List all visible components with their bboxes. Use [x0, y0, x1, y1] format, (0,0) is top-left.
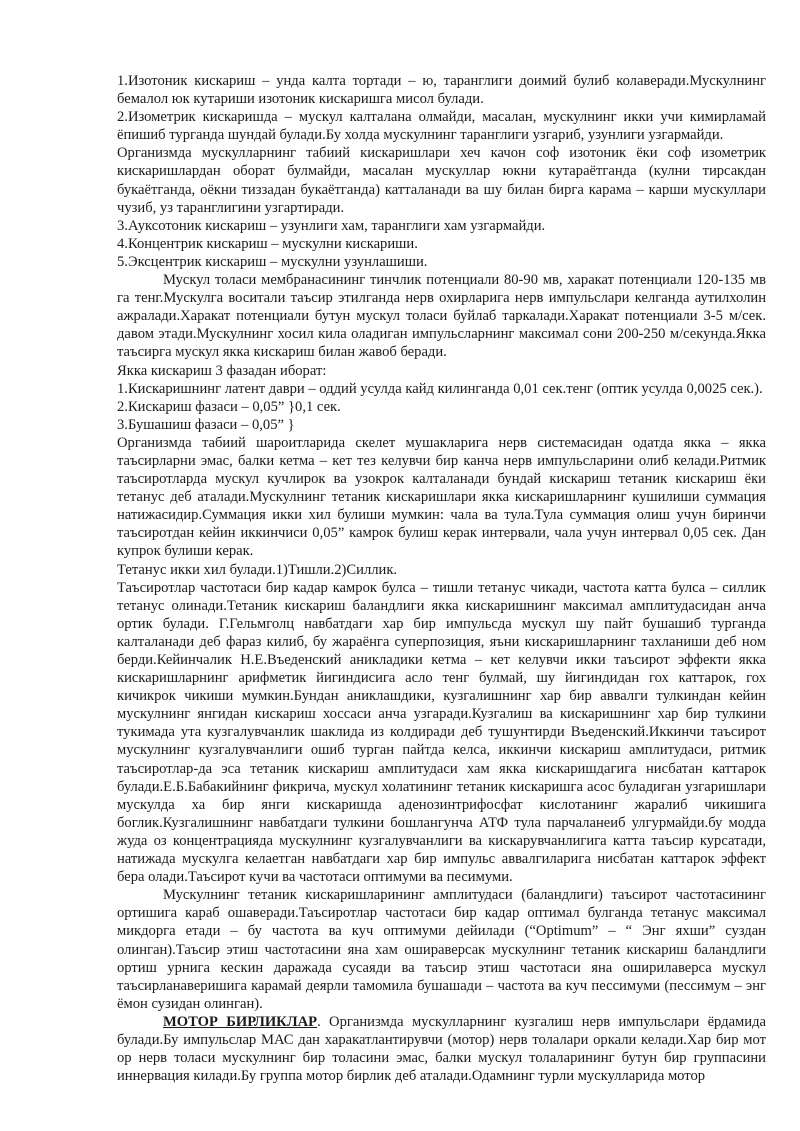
paragraph-eccentric: 5.Эксцентрик кискариш – мускулни узунлашиши. [117, 253, 428, 270]
paragraph-isotonic: 1.Изотоник кискариш – унда калта тортади – ю, таранглиги доимий булиб колаверади.Мускулнинг бемалол юк кутариши изотоник кискаришга мисол булади. [117, 73, 766, 108]
paragraph-superposition: Таъсиротлар частотаси бир кадар камрок булса – тишли тетанус чикади, частота катта булса – силлик тетанус олинади.Тетаник кискариш баландлиги якка кискаришнинг максимал амплитудасидан анча ортик булади. Г.Гельмголц навбатдаги хар бир импульсда мускул шу пайт бушашиб турганда калталанади деб фараз килиб, бу жараёнга суперпозиция, яъни кискаришларнинг тахланиши деб ном берди.Кейинчалик Н.Е.Въеденский аникладики кетма – кет келувчи икки таъсирот эффекти якка кискаришларнинг арифметик йигиндисига асло тенг булмай, шу йигиндидан гох каттарок, гох кичикрок чикиши мумкин.Бундан аниклашдики, кузгалишнинг хар бир аввалги тулкиндан кейин мускулнинг янгидан кискариш хоссаси анча узгаради.Кузгалиш ва кискаришнинг хар бир тулкини тукимада ута кузгалувчанлик шаклида из колдиради деб тушунтирди Въеденский.Иккинчи таъсирот мускулнинг кузгалувчанлиги ошиб турган пайтда келса, иккинчи кискариш амплитудаси, ритмик таъсиротлар-да эса тетаник кискариш амплитудаси хам якка кискаришдагига нисбатан каттарок булади.Е.Б.Бабакийнинг фикрича, мускул холатининг тетаник кискаришга асос буладиган узгаришлари мускулда ха бир янги кискаришда аденозинтрифосфат кислотанинг жаралиб чикишига боглик.Кузгалишнинг навбатдаги тулкини бошлангунча АТФ тула парчаланеиб улгурмайди.бу модда жуда оз концентрацияда мускулнинг кузгалувчанлиги ва кискарувчанлигига катта таъсир курсатади, натижада мускулга келаетган навбатдаги хар бир импульс аввалгиларига нисбатан каттарок эффект бера олади.Таъсирот кучи ва частотаси оптимуми ва песимуми. [117, 579, 766, 886]
paragraph-latent-period: 1.Кискаришнинг латент даври – оддий усулда кайд килинганда 0,01 сек.тенг (оптик усулда 0,0025 сек.). [117, 380, 763, 397]
paragraph-membrane-potential: Мускул толаси мембранасининг тинчлик потенциали 80-90 мв, харакат потенциали 120-135 мв га тенг.Мускулга воситали таъсир этилганда нерв охирларига нерв импульслари келганда аутилхолин ажралади.Харакат потенциали бутун мускул толаси буйлаб таркалади.Харакат потенциали 3-5 м/сек. давом этади.Мускулнинг хосил кила оладиган импульсларнинг максимал сони 200-250 м/секунда.Якка таъсирга мускул якка кискариш билан жавоб беради. [117, 272, 766, 361]
paragraph-optimum-pessimum: Мускулнинг тетаник кискаришларининг амплитудаси (баландлиги) таъсирот частотасининг ортишига караб ошаверади.Таъсиротлар частотаси бир кадар оптимал булганда тетанус максимал микдорга етади – бу частота ва куч оптимуми дейилади (“Optimum” – “ Энг яхши” суздан олинган).Таъсир этиш частотасини яна хам ошираверсак мускулнинг тетаник кискариш баландлиги ортиш урнига кескин даражада сусаяди ва таъсир этиш частотаси яна оширилаверса мускул таъсирланаверишига карамай деярли тамомила бушашади – частота ва куч пессимуми (пессимум – энг ёмон сузидан олинган). [117, 887, 766, 1012]
paragraph-motor-units [117, 1013, 766, 1085]
section-heading-motor-units: МОТОР БИРЛИКЛАР [163, 1013, 318, 1030]
paragraph-auxotonic: 3.Ауксотоник кискариш – узунлиги хам, таранглиги хам узгармайди. [117, 217, 546, 234]
paragraph-concentric: 4.Концентрик кискариш – мускулни кискариши. [117, 235, 418, 252]
paragraph-natural-contractions: Организмда мускулларнинг табиий кискаришлари хеч качон соф изотоник ёки соф изометрик кискаришлардан оборат булмайди, масалан мускуллар юкни кутараётганда (кулни тирсакдан букаётганда, оёкни тиззадан букаётганда) катталанади ва шу билан бирга карама – карши мускуллари чузиб, уз таранглигини узгартиради. [117, 145, 766, 216]
paragraph-tetanus-types: Тетанус икки хил булади.1)Тишли.2)Силлик. [117, 561, 398, 578]
paragraph-contraction-phase: 2.Кискариш фазаси – 0,05” }0,1 сек. [117, 398, 341, 415]
motor-units-body: Организмда мускулларнинг кузгалиш нерв импульслари ёрдамида булади.Бу импульслар МАС дан харакатлантирувчи (мотор) нерв толалари оркали келади.Хар бир мот ор нерв толаси мускулнинг бир толасини эмас, балки мускул толаларининг бутун бир группасини иннервация килади.Бу группа мотор бирлик деб аталади.Одамнинг турли мускулларида мотор [117, 1013, 766, 1085]
paragraph-tetanic-contraction: Организмда табиий шароитларида скелет мушакларига нерв системасидан одатда якка – якка таъсирларни эмас, балки кетма – кет тез келувчи бир канча нерв импульсларини олиб келади.Ритмик таъсиротларда мускул кучлирок ва узокрок калталанади бундай кискариш тетаник кискариш ёки тетанус деб аталади.Мускулнинг тетаник кискаришлари якка кискаришларнинг кушилиши суммация натижасидир.Суммация икки хил булиши мумкин: чала ва тула.Тула суммация олиш учун биринчи таъсиротдан кейин иккинчиси 0,05” камрок булиш керак интервали, чала учун интервал 0,05 сек. Дан купрок булиши керак. [117, 434, 766, 560]
paragraph-single-contraction-phases: Якка кискариш 3 фазадан иборат: [117, 362, 327, 379]
heading-punctuation: . [317, 1013, 321, 1030]
paragraph-isometric: 2.Изометрик кискаришда – мускул калталана олмайди, масалан, мускулнинг икки учи кимирламай ёпишиб турганда шундай булади.Бу холда мускулнинг таранглиги узгариб, узунлиги узгармайди. [117, 109, 766, 144]
paragraph-relaxation-phase: 3.Бушашиш фазаси – 0,05” } [117, 416, 295, 433]
